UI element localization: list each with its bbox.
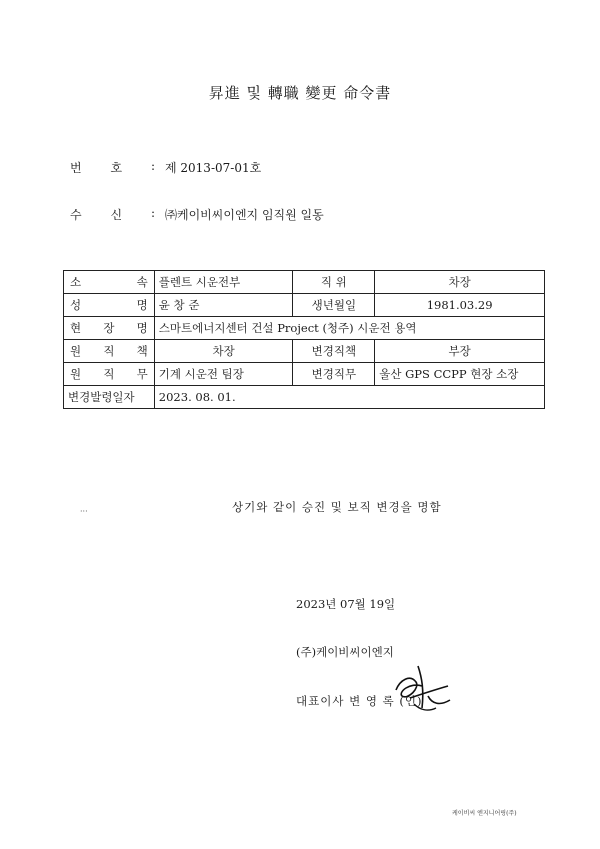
dept-label: 소 속: [64, 271, 155, 294]
new-duty-value: 울산 GPS CCPP 현장 소장: [375, 363, 545, 386]
personnel-info-table: [63, 270, 545, 409]
footer-company-mark: 케이비씨 엔지니어링(주): [452, 810, 517, 817]
table-row: [64, 271, 545, 294]
position-value: 차장: [375, 271, 545, 294]
document-number-value: 제 2013-07-01호: [165, 161, 262, 175]
table-row: [64, 317, 545, 340]
orig-duty-label: 원 직 무: [64, 363, 155, 386]
issue-date: 2023년 07월 19일: [296, 597, 396, 611]
name-label: 성 명: [64, 294, 155, 317]
scan-dot-mark: ···: [80, 507, 88, 516]
effective-date-label: 변경발령일자: [64, 386, 155, 409]
recipient-row: [70, 206, 324, 223]
site-label: 현 장 명: [64, 317, 155, 340]
site-value: 스마트에너지센터 건설 Project (청주) 시운전 용역: [154, 317, 544, 340]
new-duty-label: 변경직무: [293, 363, 375, 386]
orig-title-value: 차장: [154, 340, 293, 363]
document-title: 昇進 및 轉職 變更 命令書: [208, 84, 392, 102]
document-number-row: [70, 159, 261, 176]
table-row: [64, 386, 545, 409]
signature-icon: [388, 660, 458, 720]
table-row: [64, 363, 545, 386]
name-value: 윤 창 준: [154, 294, 293, 317]
recipient-label: 수 신 :: [70, 206, 155, 222]
orig-duty-value: 기계 시운전 팀장: [154, 363, 293, 386]
new-title-value: 부장: [375, 340, 545, 363]
dept-value: 플렌트 시운전부: [154, 271, 293, 294]
birth-label: 생년월일: [293, 294, 375, 317]
orig-title-label: 원 직 책: [64, 340, 155, 363]
table-row: [64, 294, 545, 317]
document-number-label: 번 호 :: [70, 159, 155, 175]
new-title-label: 변경직책: [293, 340, 375, 363]
company-name: (주)케이비씨이엔지: [296, 645, 394, 659]
order-statement: 상기와 같이 승진 및 보직 변경을 명함: [232, 500, 442, 514]
effective-date-value: 2023. 08. 01.: [154, 386, 544, 409]
recipient-value: ㈜케이비씨이엔지 임직원 일동: [165, 208, 324, 222]
table-row: [64, 340, 545, 363]
birth-value: 1981.03.29: [375, 294, 545, 317]
position-label: 직 위: [293, 271, 375, 294]
ceo-name: 대표이사 변 영 록 (인): [296, 694, 423, 708]
